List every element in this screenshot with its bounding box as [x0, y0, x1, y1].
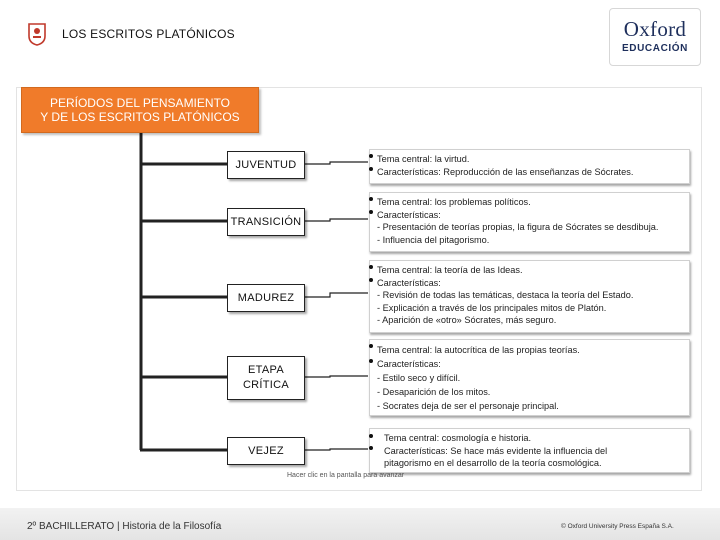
bullet-icon — [369, 359, 373, 363]
detail-line: pitagorismo en el desarrollo de la teoría cosmológica. — [384, 458, 602, 468]
detail-line: Tema central: la teoría de las Ideas. — [377, 265, 523, 275]
period-label: JUVENTUD — [235, 159, 297, 171]
detail-box-vejez — [369, 428, 690, 473]
brand-name: Oxford — [623, 17, 687, 41]
period-label: VEJEZ — [248, 445, 284, 457]
bullet-icon — [369, 278, 373, 282]
bullet-icon — [369, 197, 373, 201]
detail-line: Características: Reproducción de las enseñanzas de Sócrates. — [377, 166, 634, 177]
brand-subtitle: EDUCACIÓN — [622, 43, 688, 54]
bullet-icon — [369, 434, 373, 438]
detail-line: Características: — [377, 359, 441, 369]
bullet-icon — [369, 446, 373, 450]
footer-copyright: © Oxford University Press España S.A. — [561, 523, 674, 530]
bullet-icon — [369, 167, 373, 171]
bullet-icon — [369, 210, 373, 214]
diagram-root-node — [21, 87, 259, 133]
detail-line: - Socrates deja de ser el personaje principal. — [377, 401, 559, 411]
period-label: MADUREZ — [237, 292, 295, 304]
detail-line: - Aparición de «otro» Sócrates, más seguro. — [377, 315, 557, 325]
detail-line: Características: — [377, 277, 441, 288]
bullet-icon — [369, 265, 373, 269]
detail-line: Características: Se hace más evidente la influencia del — [384, 445, 608, 456]
page-title: LOS ESCRITOS PLATÓNICOS — [62, 27, 235, 41]
detail-box-juventud — [369, 149, 690, 184]
root-label-line-1: PERÍODOS DEL PENSAMIENTO — [49, 96, 231, 110]
detail-line: Tema central: la autocrítica de las propias teorías. — [377, 345, 580, 355]
detail-box-madurez — [369, 260, 690, 333]
detail-box-transicion — [369, 192, 690, 252]
detail-line: - Explicación a través de los principales mitos de Platón. — [377, 302, 607, 313]
detail-line: - Revisión de todas las temáticas, destaca la teoría del Estado. — [377, 290, 634, 300]
bullet-icon — [369, 154, 373, 158]
advance-hint: Hacer clic en la pantalla para avanzar — [287, 472, 405, 479]
period-label-line-1: ETAPA — [248, 364, 284, 376]
detail-line: - Desaparición de los mitos. — [377, 387, 491, 397]
period-node-etapa-critica — [227, 356, 305, 400]
detail-line: - Presentación de teorías propias, la figura de Sócrates se desdibuja. — [377, 222, 659, 232]
footer-course-label: 2º BACHILLERATO | Historia de la Filosofía — [27, 521, 222, 532]
period-node-juventud — [227, 151, 305, 179]
root-label-line-2: Y DE LOS ESCRITOS PLATÓNICOS — [40, 110, 240, 124]
period-node-madurez — [227, 284, 305, 312]
period-node-transicion — [227, 208, 305, 236]
detail-line: Tema central: cosmología e historia. — [384, 433, 532, 443]
detail-line: - Influencia del pitagorismo. — [377, 234, 490, 245]
detail-line: Tema central: la virtud. — [377, 154, 470, 164]
bullet-icon — [369, 344, 373, 348]
period-label-line-2: CRÍTICA — [242, 379, 290, 391]
detail-box-etapa-critica — [369, 339, 690, 416]
period-label: TRANSICIÓN — [230, 216, 302, 228]
period-node-vejez — [227, 437, 305, 465]
detail-line: - Estilo seco y difícil. — [377, 373, 461, 383]
detail-line: Tema central: los problemas políticos. — [377, 197, 531, 207]
detail-line: Características: — [377, 209, 441, 220]
